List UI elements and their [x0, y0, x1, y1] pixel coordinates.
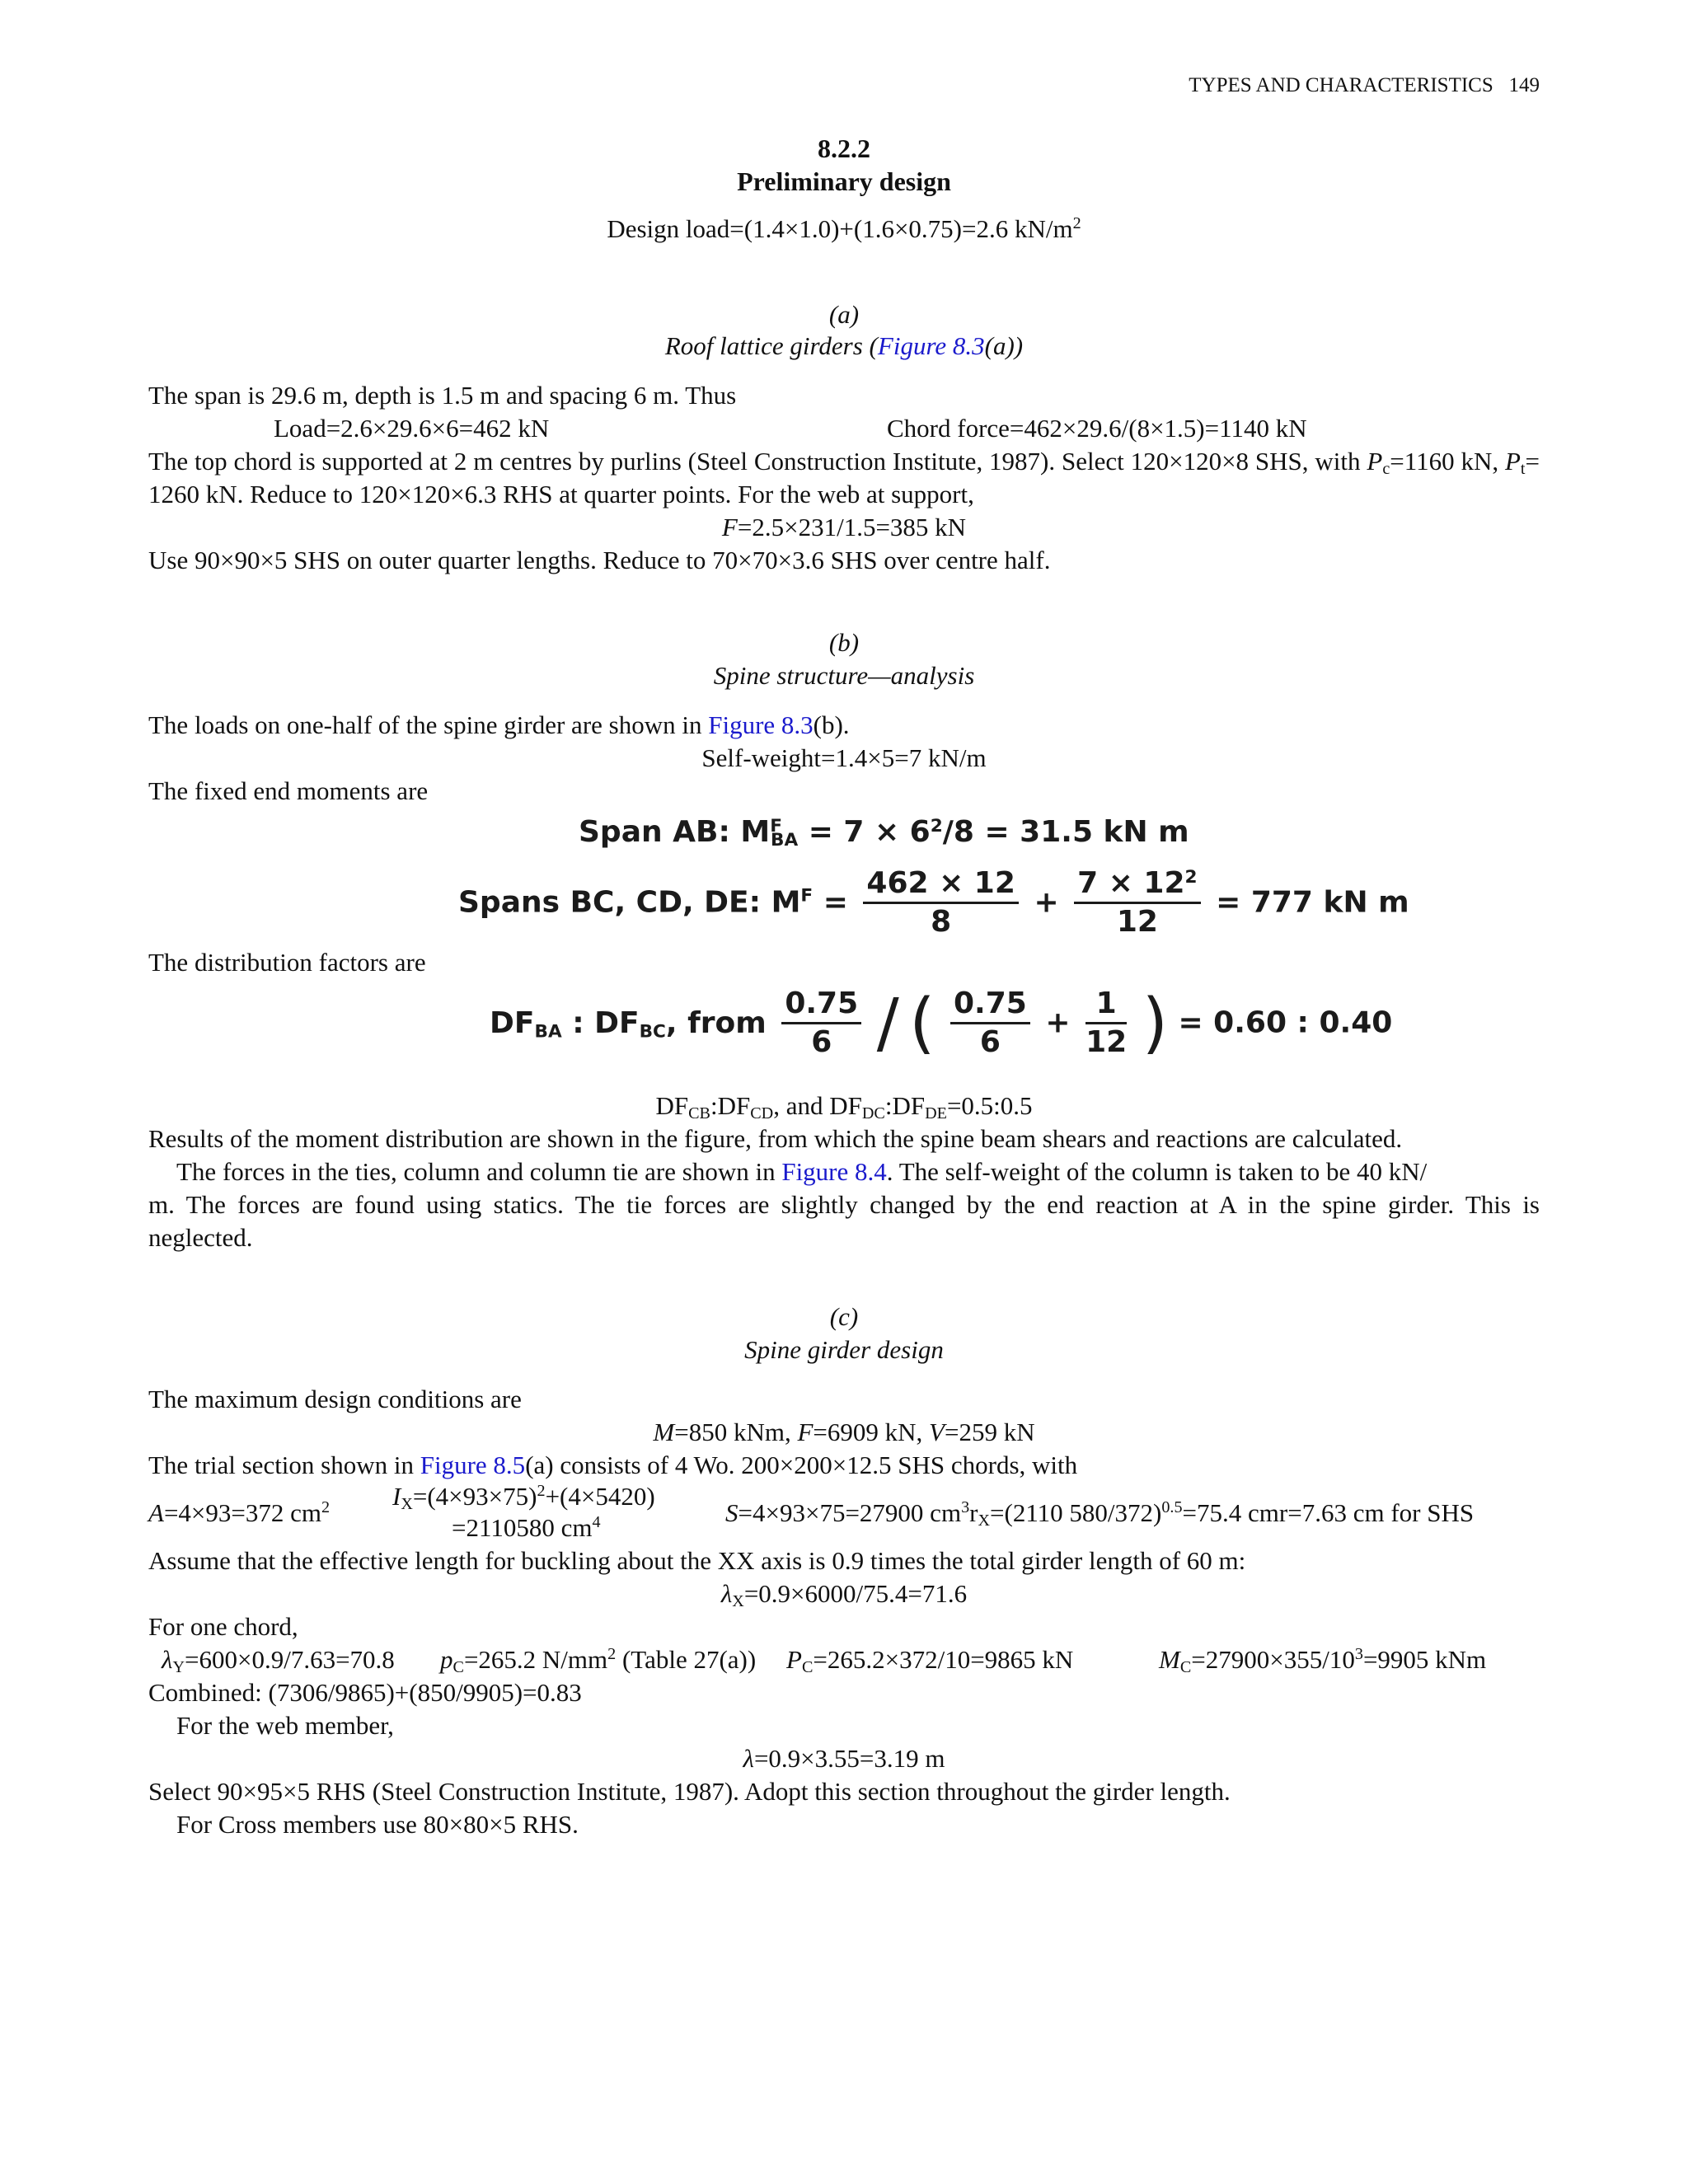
section-title: Preliminary design — [737, 166, 951, 196]
pc-equation: $p_C=265.2$ $N/mm^2$ (Table 27(a)) — [440, 1644, 757, 1677]
top-chord-paragraph: The top chord is supported at 2 m centres by purlins (Steel Construction Institute, 1987). Select 120×120×8 SHS, with $P_c=1160$ kN, $P_t= 1260$ kN. Reduce to 120×120×6.3 RHS at quarter points. For the web at support, — [148, 447, 1540, 509]
lambda-y-equation: $\lambda_Y=600\times 0.9/7.63=70.8$ — [162, 1645, 395, 1677]
Pc-equation: $P_C=265.2\times 372/10=9865$ kN — [786, 1645, 1074, 1677]
part-c-label: (c) — [829, 1302, 859, 1331]
running-header — [1137, 69, 1540, 102]
fixed-end-moment-bc-equation: Spans BC, CD, DE: $M^F$ = $\frac{462 \times 12}{8}$ + $\frac{7 \times 12^2}{12}$ = 777 kN m — [458, 866, 1409, 939]
forces-text-line2: m. The forces are found using statics. The tie forces are slightly changed by the end reaction at A in the spine girder. This is — [148, 1190, 1540, 1219]
fraction-075-over-6-b: $\frac{0.75}{6}$ — [950, 986, 1030, 1061]
part-a-title: Roof lattice girders (Figure 8.3(a)) — [664, 331, 1024, 360]
fixed-end-text: The fixed end moments are — [148, 776, 429, 805]
part-c-title: Spine girder design — [744, 1335, 944, 1364]
Mc-equation: $M_C=27900\times 355/10^3=9905$ kNm — [1159, 1644, 1487, 1677]
web-member-text: For the web member, — [176, 1711, 394, 1740]
results-text: Results of the moment distribution are shown in the figure, from which the spine beam shears and reactions are calculated. — [148, 1124, 1403, 1153]
load-equation: Load=2.6×29.6×6=462 kN — [274, 414, 550, 443]
distribution-factors-text: The distribution factors are — [148, 948, 426, 977]
section-modulus-equation: S=4×93×75=27900 $cm^3r_X=(2110$ 580/372)$^{0.5}$=75.4 cmr=7.63 cm for SHS — [725, 1497, 1475, 1530]
figure-8-3-link[interactable]: Figure 8.3 — [877, 331, 985, 360]
fraction-075-over-6: $\frac{0.75}{6}$ — [781, 986, 861, 1061]
one-chord-text: For one chord, — [148, 1612, 298, 1641]
inertia-equation: $I_X=(4\times 93\times 75)^2+(4\times 5420)$ — [392, 1481, 655, 1514]
self-weight-equation: Self-weight=1.4×5=7 kN/m — [701, 743, 987, 772]
lambda-web-equation: λ=0.9×3.55=3.19 m — [743, 1744, 945, 1773]
cross-members-text: For Cross members use 80×80×5 RHS. — [176, 1810, 579, 1839]
max-design-values: M=850 kNm, F=6909 kN, V=259 kN — [653, 1418, 1035, 1446]
combined-text: Combined: (7306/9865)+(850/9905)=0.83 — [148, 1678, 582, 1707]
figure-8-4-link[interactable]: Figure 8.4 — [781, 1157, 887, 1186]
web-force-equation: F=2.5×231/1.5=385 kN — [721, 513, 967, 541]
select-rhs-text: Select 90×95×5 RHS (Steel Construction Institute, 1987). Adopt this section throughout the girder length. — [148, 1777, 1231, 1806]
loads-text: The loads on one-half of the spine girder are shown in Figure 8.3(b). — [148, 710, 850, 739]
trial-section-text: The trial section shown in Figure 8.5(a) consists of 4 Wo. 200×200×12.5 SHS chords, with — [148, 1451, 1078, 1479]
forces-text-line3: neglected. — [148, 1223, 253, 1252]
fraction-1-over-12: $\frac{1}{12}$ — [1085, 987, 1128, 1059]
use-shs-text: Use 90×90×5 SHS on outer quarter lengths. Reduce to 70×70×3.6 SHS over centre half. — [148, 546, 1051, 574]
chord-force-equation: Chord force=462×29.6/(8×1.5)=1140 kN — [887, 414, 1307, 443]
part-a-label: (a) — [828, 300, 860, 329]
section-number: 8.2.2 — [818, 134, 870, 163]
figure-8-3b-link[interactable]: Figure 8.3 — [708, 710, 814, 739]
distribution-factor-equation: $DF_{BA}$ : $DF_{BC}$, from $\frac{0.75}{6}$ / ( $\frac{0.75}{6}$ + $\frac{1}{12}$ ) = 0.60 : 0.40 — [490, 984, 1393, 1062]
figure-8-5-link[interactable]: Figure 8.5 — [420, 1451, 526, 1479]
assume-text: Assume that the effective length for buckling about the XX axis is 0.9 times the total girder length of 60 m: — [148, 1546, 1246, 1575]
inertia-equation-line2: =2110580 $cm^4$ — [452, 1512, 601, 1542]
area-equation: A=4×93=372 $cm^2$ — [148, 1497, 331, 1527]
part-b-title: Spine structure—analysis — [713, 661, 975, 690]
part-b-label: (b) — [828, 628, 860, 657]
fraction-7x12sq-over-12: $\frac{7 \times 12^2}{12}$ — [1074, 865, 1200, 940]
fixed-end-moment-ab-equation: Span AB: $M^F_{BA} = 7 \times 6^2/8 = 31.5$ kN m — [579, 815, 1189, 851]
page-number: 149 — [1508, 74, 1540, 96]
df-cb-cd-equation: $DF_{CB}:DF_{CD}$, and $DF_{DC}:DF_{DE}=0.5:0.5$ — [655, 1091, 1033, 1123]
max-design-text: The maximum design conditions are — [148, 1385, 522, 1413]
header-title: TYPES AND CHARACTERISTICS — [1189, 74, 1493, 96]
forces-text-line1: The forces in the ties, column and column tie are shown in Figure 8.4. The self-weight of the column is taken to be 40 kN/ — [176, 1157, 1428, 1186]
lambda-x-equation: $\lambda_X=0.9\times 6000/75.4=71.6$ — [720, 1579, 968, 1611]
span-text: The span is 29.6 m, depth is 1.5 m and spacing 6 m. Thus — [148, 381, 737, 410]
design-load: Design load=(1.4×1.0)+(1.6×0.75)=2.6 $kN/m^2$ — [607, 213, 1081, 243]
fraction-462x12-over-8: $\frac{462 \times 12}{8}$ — [863, 865, 1018, 940]
